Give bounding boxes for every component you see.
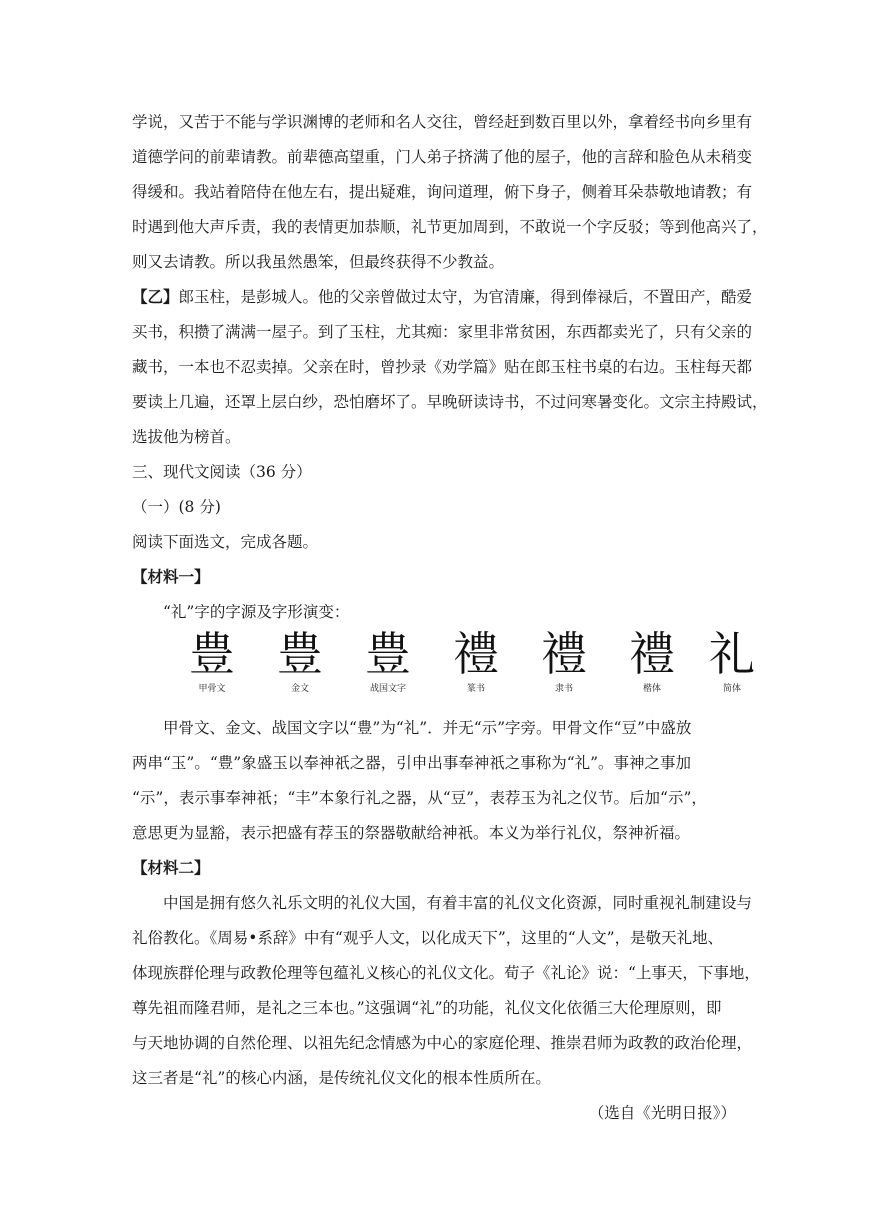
glyph-warring-states bbox=[348, 626, 428, 702]
material-1-intro: “礼”字的字源及字形演变： bbox=[163, 603, 350, 621]
paragraph-line: 尊先祖而隆君师，是礼之三本也。”这强调“礼”的功能，礼仪文化依循三大伦理原则，即 bbox=[132, 999, 722, 1017]
subsection-heading: （一）(8 分) bbox=[132, 498, 221, 516]
glyph-evolution-figure bbox=[172, 626, 772, 702]
material-2-title: 【材料二】 bbox=[132, 858, 210, 877]
glyph-caption: 隶书 bbox=[554, 684, 573, 694]
glyph-char: 禮 bbox=[629, 627, 675, 681]
paragraph-line: 体现族群伦理与政教伦理等包蕴礼义核心的礼仪文化。荀子《礼论》说：“上事天，下事地， bbox=[132, 964, 760, 982]
paragraph-line: 这三者是“礼”的核心内涵，是传统礼仪文化的根本性质所在。 bbox=[132, 1069, 551, 1087]
paragraph-line: 时遇到他大声斥责，我的表情更加恭顺，礼节更加周到，不敢说一个字反驳；等到他高兴了， bbox=[132, 218, 768, 236]
paragraph-line: “示”，表示事奉神祇；“丰”本象行礼之器，从“豆”，表荐玉为礼之仪节。后加“示”， bbox=[132, 789, 707, 807]
passage-b-marker: 【乙】 bbox=[132, 287, 179, 306]
glyph-seal-script bbox=[436, 626, 516, 702]
paragraph-line: 礼俗教化。《周易•系辞》中有“观乎人文，以化成天下”，这里的“人文”，是敬天礼地、 bbox=[132, 929, 724, 947]
paragraph-line: 道德学问的前辈请教。前辈德高望重，门人弟子挤满了他的屋子，他的言辞和脸色从未稍变 bbox=[132, 148, 753, 166]
glyph-caption: 楷体 bbox=[642, 684, 661, 694]
glyph-caption: 简体 bbox=[722, 684, 741, 694]
glyph-regular-script bbox=[612, 626, 692, 702]
paragraph-line: 学说，又苦于不能与学识渊博的老师和名人交往，曾经赶到数百里以外，拿着经书向乡里有 bbox=[132, 113, 753, 131]
glyph-char: 豊 bbox=[277, 627, 323, 681]
glyph-char: 禮 bbox=[453, 627, 499, 681]
instruction-text: 阅读下面选文，完成各题。 bbox=[132, 533, 319, 551]
glyph-simplified bbox=[692, 626, 772, 702]
paragraph-line: 与天地协调的自然伦理、以祖先纪念情感为中心的家庭伦理、推崇君师为政教的政治伦理， bbox=[132, 1034, 753, 1052]
paragraph-line: 藏书，一本也不忍卖掉。父亲在时，曾抄录《劝学篇》贴在郎玉柱书桌的右边。玉柱每天都 bbox=[132, 358, 753, 376]
paragraph-line: 得缓和。我站着陪侍在他左右，提出疑难，询问道理，俯下身子，侧着耳朵恭敬地请教；有 bbox=[132, 183, 753, 201]
glyph-clerical-script bbox=[524, 626, 604, 702]
paragraph-line: 甲骨文、金文、战国文字以“豊”为“礼”．并无“示”字旁。甲骨文作“豆”中盛放 bbox=[163, 719, 692, 737]
glyph-oracle-bone bbox=[172, 626, 252, 702]
glyph-char: 豊 bbox=[189, 627, 235, 681]
glyph-char: 禮 bbox=[541, 627, 587, 681]
glyph-char: 礼 bbox=[709, 627, 755, 681]
paragraph-line: 两串“玉”。“豊”象盛玉以奉神祇之器，引申出事奉神祇之事称为“礼”。事神之事加 bbox=[132, 754, 692, 772]
paragraph-line: 买书，积攒了满满一屋子。到了玉柱，尤其痴：家里非常贫困，东西都卖光了，只有父亲的 bbox=[132, 323, 753, 341]
source-citation: （选自《光明日报》） bbox=[588, 1104, 736, 1122]
glyph-caption: 甲骨文 bbox=[198, 684, 226, 694]
glyph-caption: 篆书 bbox=[466, 684, 485, 694]
paragraph-line: 意思更为显豁，表示把盛有荐玉的祭器敬献给神祇。本义为举行礼仪，祭神祈福。 bbox=[132, 824, 691, 842]
glyph-caption: 战国文字 bbox=[369, 684, 406, 694]
passage-b-first-line bbox=[132, 287, 772, 307]
paragraph-line: 要读上几遍，还罩上层白纱，恐怕磨坏了。早晚研读诗书，不过问寒暑变化。文宗主持殿试， bbox=[132, 393, 768, 411]
paragraph-line: 选拔他为榜首。 bbox=[132, 428, 241, 446]
glyph-caption: 金文 bbox=[290, 684, 309, 694]
glyph-char: 豊 bbox=[365, 627, 411, 681]
material-1-title: 【材料一】 bbox=[132, 567, 210, 586]
paragraph-line: 中国是拥有悠久礼乐文明的礼仪大国，有着丰富的礼仪文化资源，同时重视礼制建设与 bbox=[163, 894, 753, 912]
paragraph-line: 则又去请教。所以我虽然愚笨，但最终获得不少教益。 bbox=[132, 253, 505, 271]
section-heading: 三、现代文阅读（36 分） bbox=[132, 463, 312, 481]
glyph-bronze bbox=[260, 626, 340, 702]
paragraph-line: 郎玉柱，是彭城人。他的父亲曾做过太守，为官清廉，得到俸禄后，不置田产，酷爱 bbox=[178, 288, 753, 306]
